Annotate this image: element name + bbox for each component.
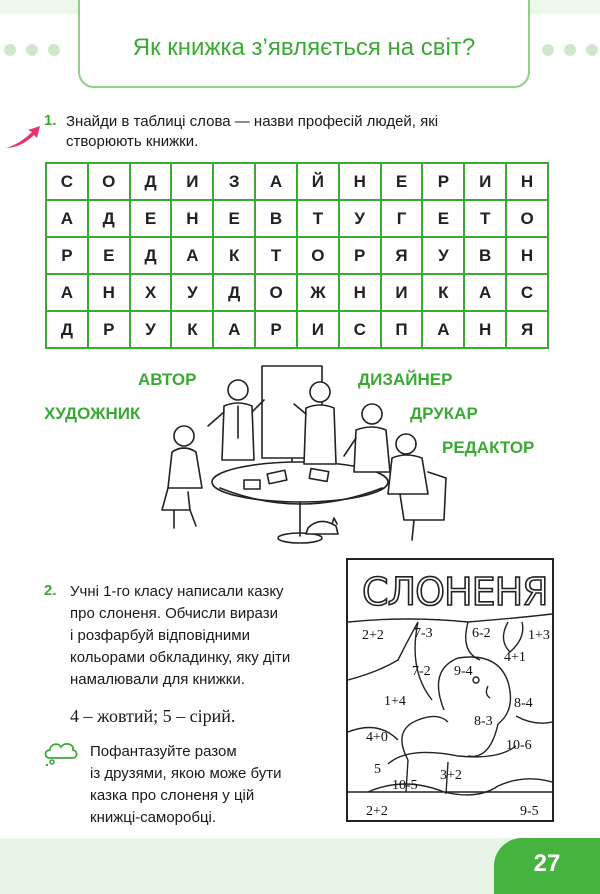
grid-cell: Н: [339, 163, 381, 200]
grid-cell: Н: [506, 163, 548, 200]
cover-expr: 1+3: [528, 628, 550, 643]
grid-cell: Д: [130, 163, 172, 200]
grid-cell: К: [213, 237, 255, 274]
grid-cell: П: [381, 311, 423, 348]
cover-expr: 7-2: [412, 664, 431, 679]
cover-expr: 4+1: [504, 650, 526, 665]
grid-cell: И: [171, 163, 213, 200]
book-cover-coloring: [346, 558, 554, 822]
grid-cell: Р: [422, 163, 464, 200]
word-drukar: ДРУКАР: [410, 404, 478, 423]
grid-cell: К: [422, 274, 464, 311]
grid-cell: Р: [339, 237, 381, 274]
grid-cell: А: [213, 311, 255, 348]
cover-expr: 7-3: [414, 626, 433, 641]
color-key-formula: 4 – жовтий; 5 – сірий.: [70, 706, 236, 726]
grid-row: [46, 163, 548, 200]
grid-cell: В: [255, 200, 297, 237]
grid-cell: О: [255, 274, 297, 311]
grid-cell: Д: [130, 237, 172, 274]
grid-cell: А: [464, 274, 506, 311]
grid-cell: Н: [464, 311, 506, 348]
task2-line3: і розфарбуй відповідними: [70, 627, 250, 644]
grid-cell: С: [339, 311, 381, 348]
grid-cell: Й: [297, 163, 339, 200]
grid-cell: Т: [255, 237, 297, 274]
grid-cell: У: [422, 237, 464, 274]
grid-cell: Р: [46, 237, 88, 274]
cover-expr: 4+0: [366, 730, 388, 745]
cover-expr: 8-3: [474, 714, 493, 729]
task2-line4: кольорами обкладинку, яку діти: [70, 649, 291, 666]
grid-row: [46, 311, 548, 348]
cover-expr: 10-5: [392, 778, 418, 793]
cover-expr: 9-4: [454, 664, 473, 679]
grid-cell: О: [506, 200, 548, 237]
grid-cell: Р: [255, 311, 297, 348]
cover-expr: 2+2: [362, 628, 384, 643]
grid-cell: А: [255, 163, 297, 200]
grid-cell: И: [464, 163, 506, 200]
grid-cell: А: [46, 200, 88, 237]
grid-cell: В: [464, 237, 506, 274]
grid-cell: Е: [381, 163, 423, 200]
cover-expr: 8-4: [514, 696, 533, 711]
grid-cell: Е: [88, 237, 130, 274]
grid-cell: К: [171, 311, 213, 348]
grid-cell: Е: [130, 200, 172, 237]
grid-cell: У: [339, 200, 381, 237]
cover-expr: 1+4: [384, 694, 406, 709]
grid-cell: А: [46, 274, 88, 311]
task2-line1: Учні 1-го класу написали казку: [70, 583, 284, 600]
grid-cell: Т: [464, 200, 506, 237]
cloud-icon: [44, 740, 78, 766]
grid-row: [46, 200, 548, 237]
grid-cell: Р: [88, 311, 130, 348]
grid-row: [46, 237, 548, 274]
grid-cell: Н: [171, 200, 213, 237]
task2-number: 2.: [44, 582, 57, 599]
grid-cell: З: [213, 163, 255, 200]
grid-cell: Т: [297, 200, 339, 237]
grid-cell: Ж: [297, 274, 339, 311]
fantasy-line3: казка про слоненя у цій: [90, 787, 255, 804]
meeting-illustration: [160, 360, 453, 545]
grid-row: [46, 274, 548, 311]
fantasy-line4: книжці-саморобці.: [90, 809, 217, 826]
grid-cell: Н: [339, 274, 381, 311]
task1-text-line1: Знайди в таблиці слова — назви професій людей, які: [66, 113, 439, 130]
fantasy-line1: Пофантазуйте разом: [90, 743, 237, 760]
pointer-arrow-icon: [4, 126, 42, 152]
grid-cell: Н: [506, 237, 548, 274]
grid-cell: О: [297, 237, 339, 274]
grid-cell: С: [506, 274, 548, 311]
cover-expr: 6-2: [472, 626, 491, 641]
grid-cell: Н: [88, 274, 130, 311]
grid-cell: Х: [130, 274, 172, 311]
grid-cell: У: [130, 311, 172, 348]
word-dyzainer: ДИЗАЙНЕР: [358, 370, 453, 389]
word-redaktor: РЕДАКТОР: [442, 438, 535, 457]
cover-expr: 2+2: [366, 804, 388, 819]
decor-dots-right: [542, 44, 598, 56]
grid-cell: Я: [381, 237, 423, 274]
grid-cell: Е: [213, 200, 255, 237]
grid-cell: У: [171, 274, 213, 311]
fantasy-line2: із друзями, якою може бути: [90, 765, 282, 782]
grid-cell: Е: [422, 200, 464, 237]
grid-cell: Я: [506, 311, 548, 348]
cover-title: СЛОНЕНЯ: [362, 570, 548, 614]
grid-cell: О: [88, 163, 130, 200]
grid-cell: Д: [46, 311, 88, 348]
grid-cell: С: [46, 163, 88, 200]
grid-cell: И: [381, 274, 423, 311]
grid-cell: А: [171, 237, 213, 274]
cover-expr: 9-5: [520, 804, 539, 819]
grid-cell: Г: [381, 200, 423, 237]
grid-cell: И: [297, 311, 339, 348]
task1-text-line2: створюють книжки.: [66, 133, 199, 150]
cover-expr: 3+2: [440, 768, 462, 783]
cover-expr: 10-6: [506, 738, 532, 753]
word-khudozhnyk: ХУДОЖНИК: [44, 404, 141, 423]
task2-line2: про слоненя. Обчисли вирази: [70, 605, 278, 622]
page-title: Як книжка з’являється на світ?: [132, 34, 476, 61]
letter-grid: [45, 162, 549, 349]
task1-number: 1.: [44, 112, 57, 129]
page-number: 27: [533, 850, 561, 877]
cover-expr: 5: [374, 762, 381, 777]
grid-cell: Д: [88, 200, 130, 237]
grid-cell: А: [422, 311, 464, 348]
decor-dots-left: [4, 44, 60, 56]
grid-cell: Д: [213, 274, 255, 311]
word-avtor: АВТОР: [138, 370, 197, 389]
task2-line5: намалювали для книжки.: [70, 671, 245, 688]
